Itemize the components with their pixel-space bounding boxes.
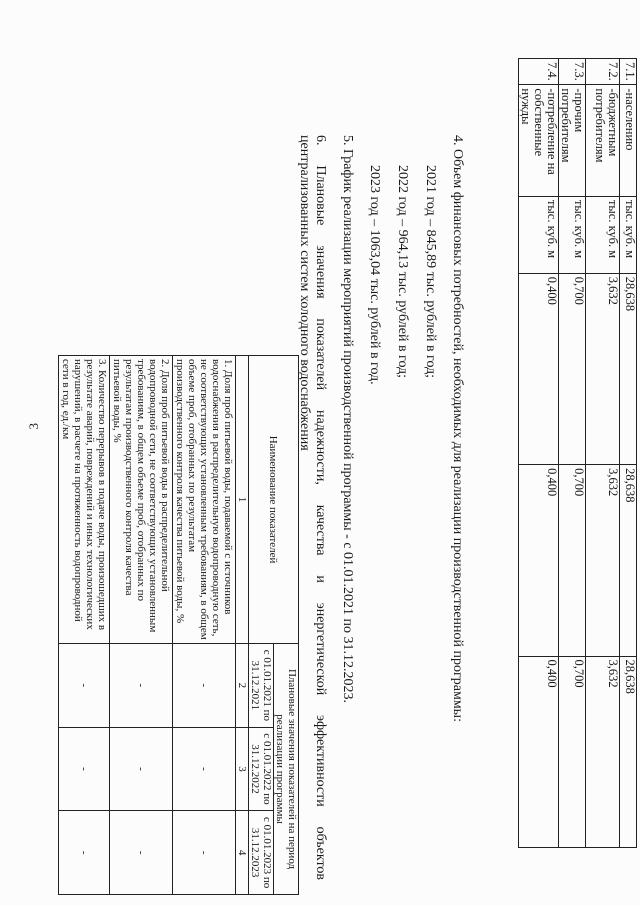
indicator-value: - xyxy=(173,727,236,811)
value-2021: 3,632 xyxy=(586,273,620,464)
value-2022: 28,638 xyxy=(620,465,637,656)
row-number: 7.1. xyxy=(620,59,637,85)
page-number: 3 xyxy=(26,423,41,430)
header-name: Наименование показателей xyxy=(249,356,299,644)
header-group: Плановые значения показателей на период реализации программы xyxy=(274,644,299,895)
table-row xyxy=(59,356,110,895)
value-2023: 28,638 xyxy=(620,656,637,847)
indicator-value: - xyxy=(173,644,236,728)
column-number: 3 xyxy=(236,727,249,811)
table-row xyxy=(173,356,236,895)
table-row xyxy=(586,59,620,848)
header-period-3: с 01.01.2023 по 31.12.2023 xyxy=(249,811,274,895)
column-number: 4 xyxy=(236,811,249,895)
indicator-value: - xyxy=(59,727,110,811)
row-name: -потребление на собственные нужды xyxy=(519,85,559,197)
table-header-row xyxy=(274,356,299,895)
indicator-value: - xyxy=(110,644,173,728)
value-2023: 0,700 xyxy=(559,656,586,847)
row-unit: тыс. куб. м xyxy=(519,196,559,273)
value-2022: 3,632 xyxy=(586,465,620,656)
indicator-name: 2. Доля проб питьевой воды в распределительной водопроводной сети, не соответствующих установленным требованиям, в общем объеме проб, отобранных по результатам производственного контроля качества питьевой воды, % xyxy=(110,356,173,644)
indicators-table xyxy=(58,355,299,895)
indicator-name: 1. Доля проб питьевой воды, подаваемой с источников водоснабжения в распределительную водопроводную сеть, не соответствующих установленным требованиям, в общем объеме проб, отобранных по результатам производственного контроля качества питьевой воды, % xyxy=(173,356,236,644)
finance-2023: 2023 год – 1063,04 тыс. рублей в год. xyxy=(367,165,382,385)
row-unit: тыс. куб. м xyxy=(586,196,620,273)
indicator-value: - xyxy=(173,811,236,895)
value-2022: 0,400 xyxy=(519,465,559,656)
section-6-heading: 6. Плановые значения показателей надежности, качества и энергетической эффективности объектов xyxy=(313,135,328,880)
value-2023: 3,632 xyxy=(586,656,620,847)
section-5-heading: 5. График реализации мероприятий производственной программы - с 01.01.2021 по 31.12.2023. xyxy=(340,135,355,704)
section-4-heading: 4. Объем финансовых потребностей, необходимых для реализации производственной программы: xyxy=(450,135,465,722)
row-name: -бюджетным потребителям xyxy=(586,85,620,197)
indicator-value: - xyxy=(110,727,173,811)
indicator-value: - xyxy=(59,811,110,895)
value-2022: 0,700 xyxy=(559,465,586,656)
section-6-heading-continued: централизованных систем холодного водоснабжения xyxy=(297,135,312,451)
column-number-row xyxy=(236,356,249,895)
header-period-1: с 01.01.2021 по 31.12.2021 xyxy=(249,644,274,728)
row-unit: тыс. куб. м xyxy=(620,196,637,273)
table-row xyxy=(559,59,586,848)
column-number: 1 xyxy=(236,356,249,644)
table-row xyxy=(519,59,559,848)
header-period-2: с 01.01.2022 по 31.12.2022 xyxy=(249,727,274,811)
row-name: -населению xyxy=(620,85,637,197)
row-unit: тыс. куб. м xyxy=(559,196,586,273)
indicator-value: - xyxy=(110,811,173,895)
indicator-name: 3. Количество перерывов в подаче воды, произошедших в результате аварий, повреждений и иных технологических нарушений, в расчете на протяженность водопроводной сети в год, ед./км xyxy=(59,356,110,644)
row-name: -прочим потребителям xyxy=(559,85,586,197)
value-2021: 0,700 xyxy=(559,273,586,464)
value-2021: 0,400 xyxy=(519,273,559,464)
finance-2021: 2021 год – 845,89 тыс. рублей в год; xyxy=(423,165,438,379)
indicator-value: - xyxy=(59,644,110,728)
finance-2022: 2022 год – 964,13 тыс. рублей в год; xyxy=(395,165,410,379)
value-2023: 0,400 xyxy=(519,656,559,847)
volume-table xyxy=(518,58,637,848)
row-number: 7.4. xyxy=(519,59,559,85)
column-number: 2 xyxy=(236,644,249,728)
row-number: 7.3. xyxy=(559,59,586,85)
row-number: 7.2. xyxy=(586,59,620,85)
value-2021: 28,638 xyxy=(620,273,637,464)
table-row xyxy=(620,59,637,848)
table-row xyxy=(110,356,173,895)
